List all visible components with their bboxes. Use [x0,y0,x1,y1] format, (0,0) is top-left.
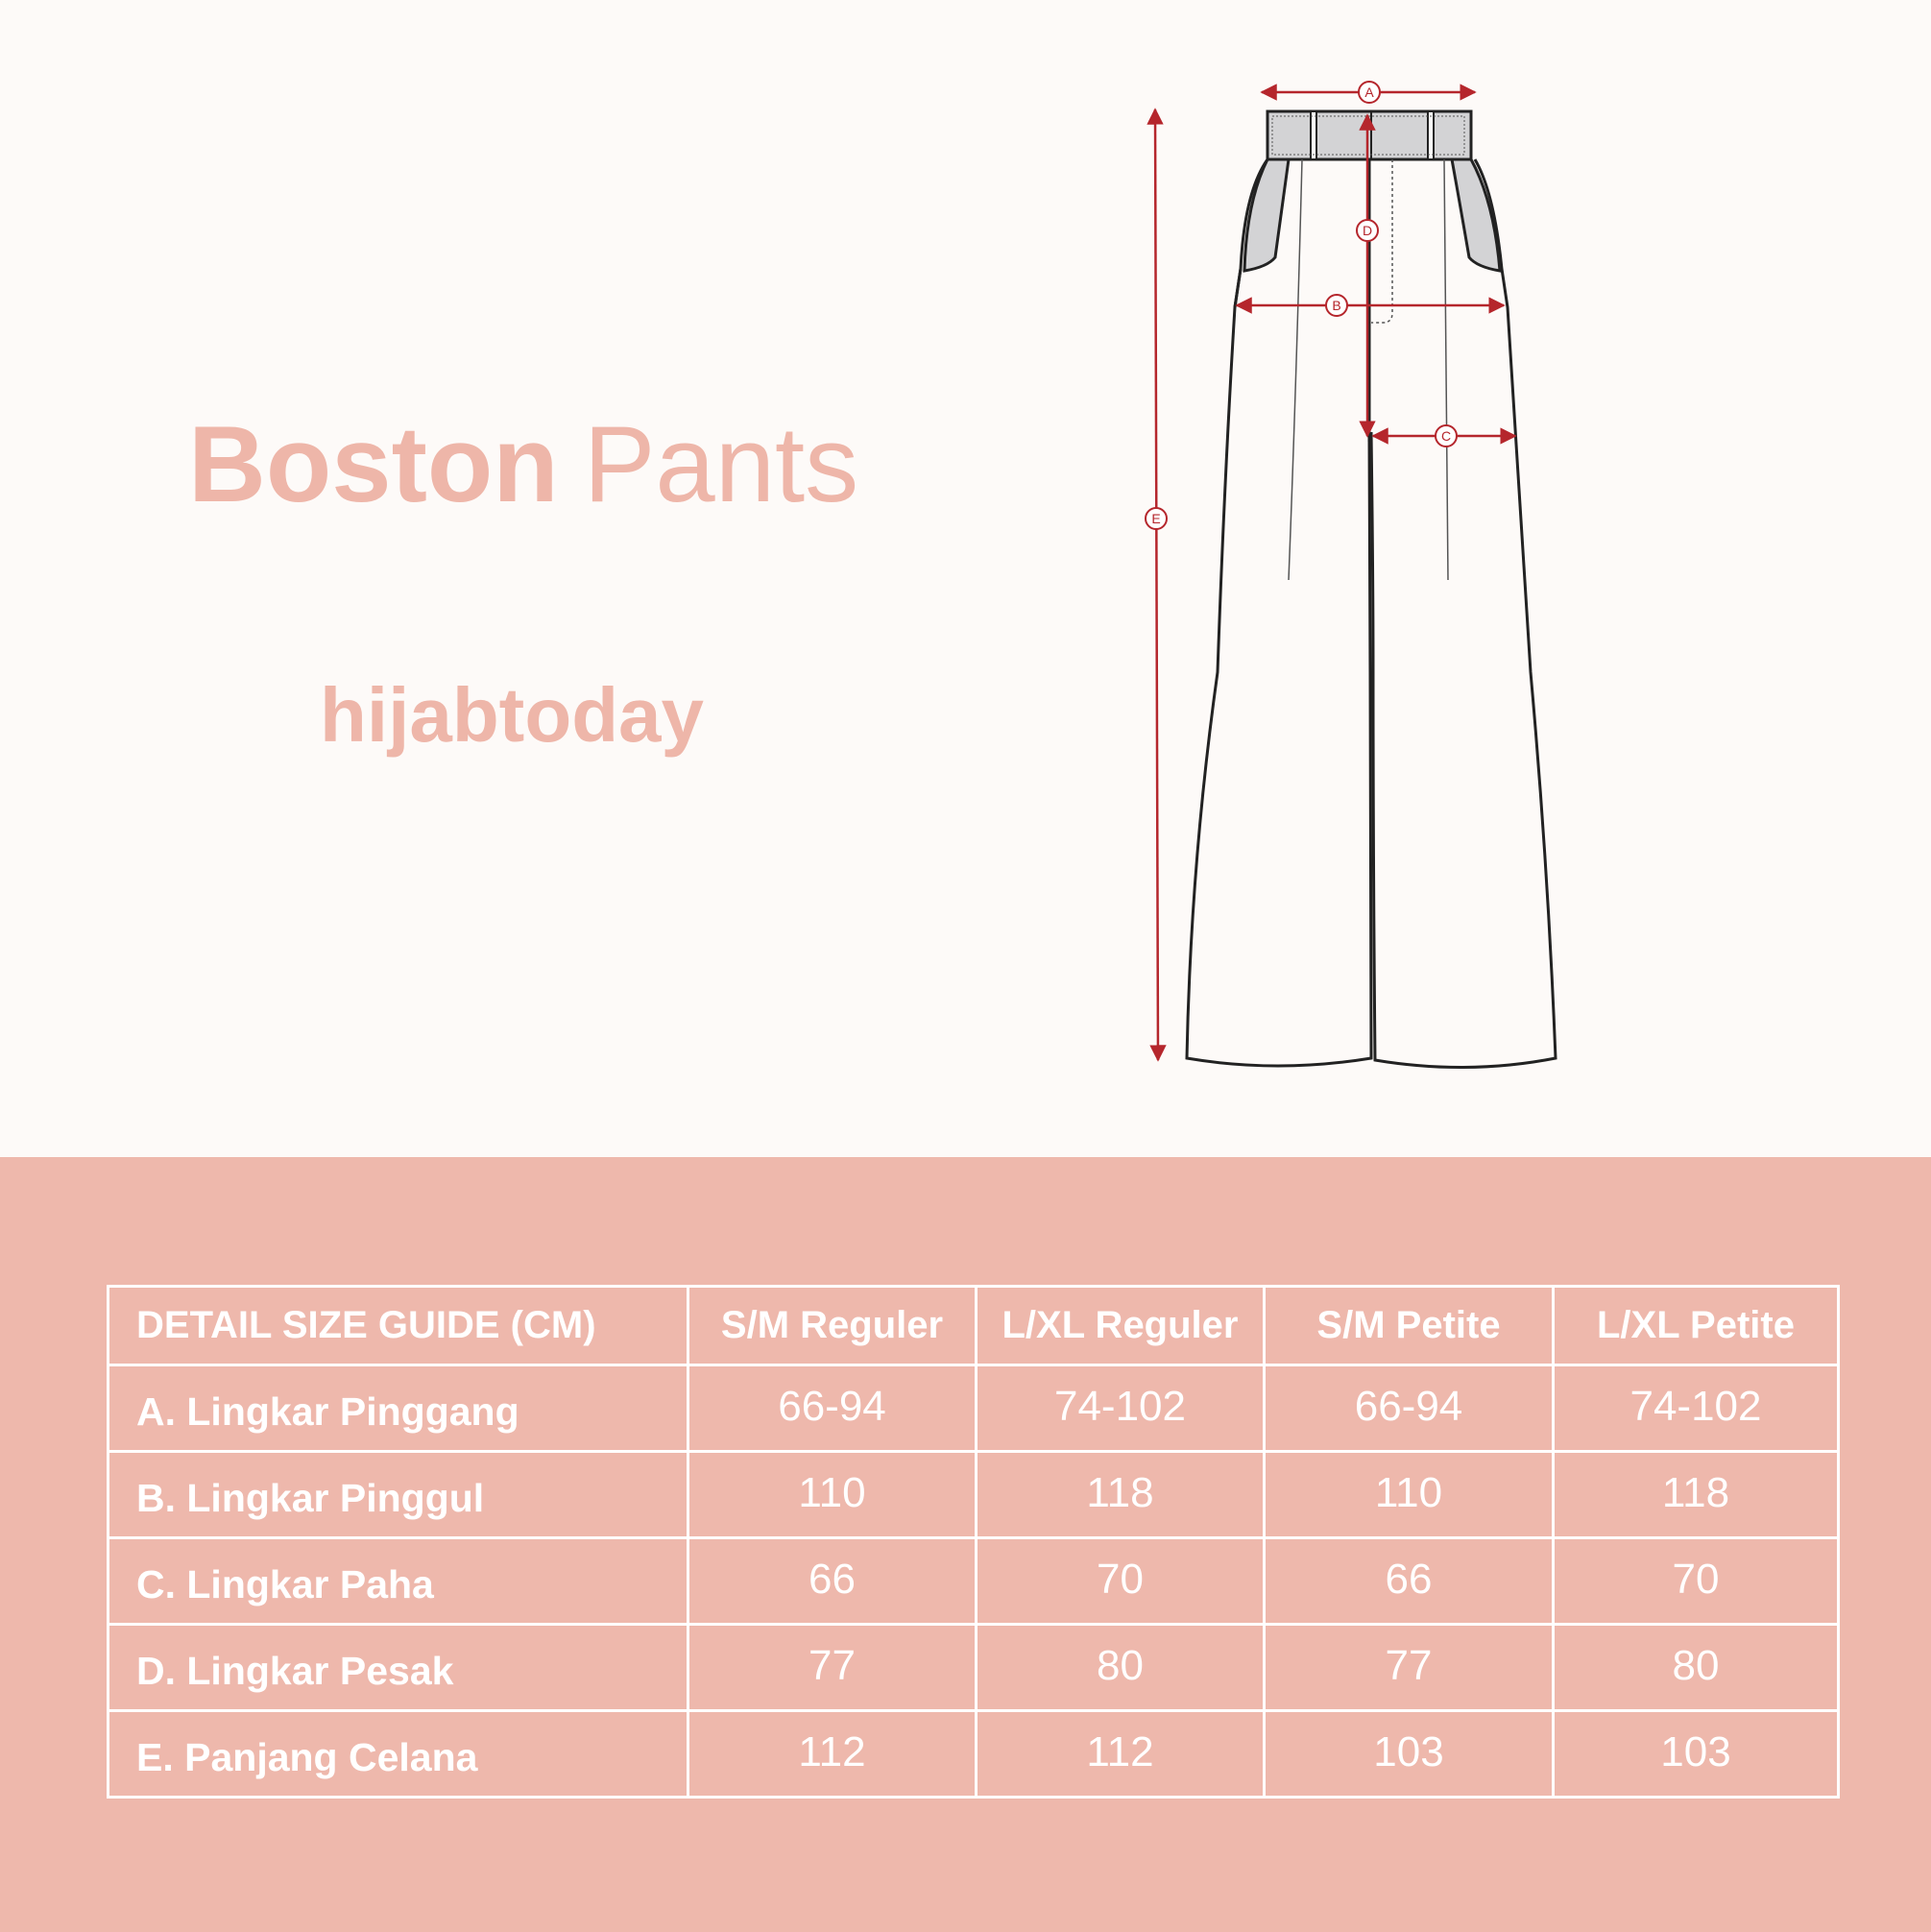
cell-value: 70 [1554,1538,1839,1625]
title-light: Pants [583,404,859,524]
measurement-arrows [1155,92,1515,1060]
header-lxl-reguler: L/XL Reguler [977,1287,1265,1365]
row-label: E. Panjang Celana [109,1711,688,1798]
svg-text:E: E [1151,511,1161,526]
cell-value: 74-102 [977,1365,1265,1452]
header-sm-petite: S/M Petite [1265,1287,1554,1365]
cell-value: 66-94 [688,1365,977,1452]
title-bold: Boston [188,404,559,524]
size-guide-table [107,1285,1840,1799]
marker-a [1359,82,1380,103]
header-detail: DETAIL SIZE GUIDE (CM) [109,1287,688,1365]
cell-value: 80 [1554,1625,1839,1711]
cell-value: 118 [1554,1452,1839,1538]
cell-value: 103 [1265,1711,1554,1798]
pants-measurement-diagram [1104,67,1584,1085]
arrow-e [1155,109,1158,1060]
svg-text:C: C [1440,428,1452,444]
cell-value: 66 [688,1538,977,1625]
row-label: D. Lingkar Pesak [109,1625,688,1711]
cell-value: 110 [1265,1452,1554,1538]
marker-e [1146,508,1167,529]
cell-value: 66-94 [1265,1365,1554,1452]
cell-value: 77 [688,1625,977,1711]
pants-outline [1187,154,1556,1071]
cell-value: 118 [977,1452,1265,1538]
header-lxl-petite: L/XL Petite [1554,1287,1839,1365]
row-label: B. Lingkar Pinggul [109,1452,688,1538]
cell-value: 80 [977,1625,1265,1711]
cell-value: 103 [1554,1711,1839,1798]
table-row [109,1365,1839,1452]
cell-value: 66 [1265,1538,1554,1625]
waistband [1267,111,1471,159]
cell-value: 77 [1265,1625,1554,1711]
row-label: C. Lingkar Paha [109,1538,688,1625]
svg-text:B: B [1332,298,1341,313]
table-row [109,1711,1839,1798]
cell-value: 112 [977,1711,1265,1798]
marker-c [1436,425,1457,447]
cell-value: 70 [977,1538,1265,1625]
table-row [109,1452,1839,1538]
cell-value: 110 [688,1452,977,1538]
cell-value: 74-102 [1554,1365,1839,1452]
product-title [188,404,859,524]
svg-text:D: D [1362,223,1373,238]
table-row [109,1625,1839,1711]
header-sm-reguler: S/M Reguler [688,1287,977,1365]
table-row [109,1538,1839,1625]
marker-b [1326,295,1347,316]
table-header-row [109,1287,1839,1365]
marker-d [1357,220,1378,241]
cell-value: 112 [688,1711,977,1798]
side-pockets [1244,159,1500,271]
svg-text:A: A [1364,85,1374,100]
row-label: A. Lingkar Pinggang [109,1365,688,1452]
brand-name: hijabtoday [320,672,705,758]
